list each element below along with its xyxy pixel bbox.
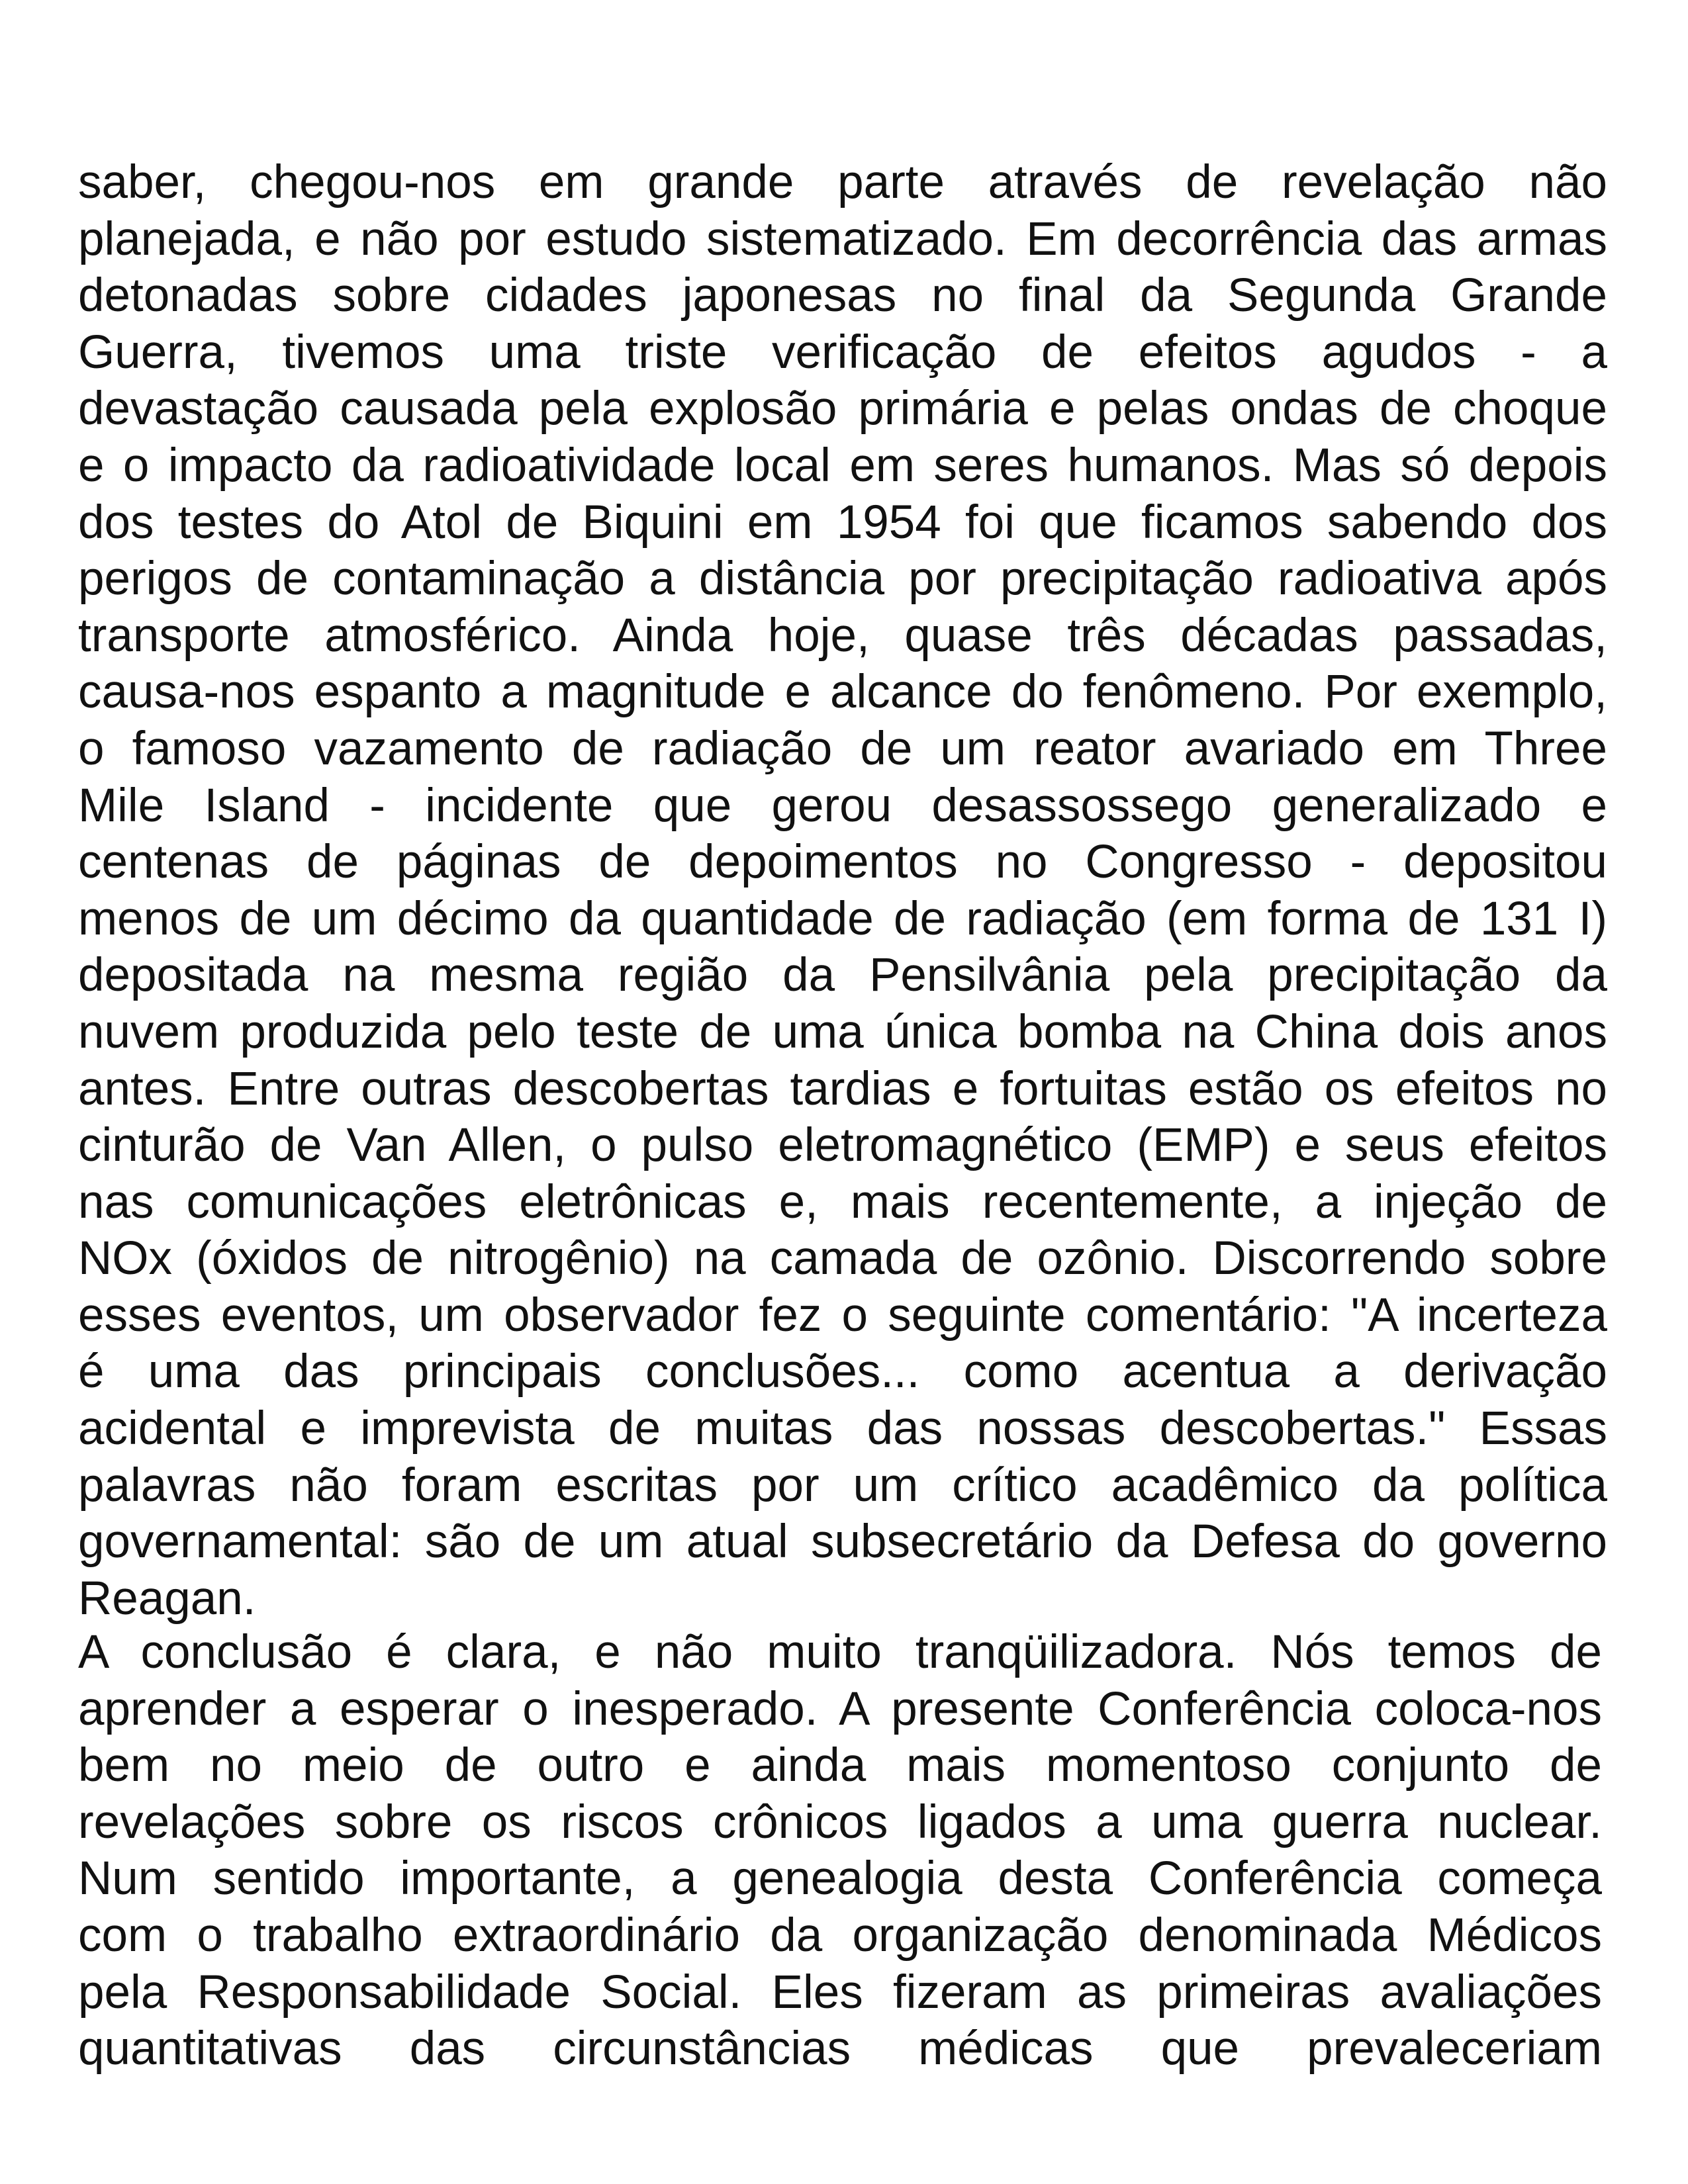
text-line: quantitativas das circunstâncias médicas que prevaleceriam (78, 2023, 1602, 2075)
text-line: NOx (óxidos de nitrogênio) na camada de ozônio. Discorrendo sobre (78, 1232, 1607, 1285)
text-line: Reagan. (78, 1572, 256, 1625)
text-line: transporte atmosférico. Ainda hoje, quase três décadas passadas, (78, 609, 1607, 662)
text-line: o famoso vazamento de radiação de um reator avariado em Three (78, 722, 1607, 775)
text-line: detonadas sobre cidades japonesas no final da Segunda Grande (78, 269, 1607, 322)
text-line: acidental e imprevista de muitas das nossas descobertas." Essas (78, 1402, 1607, 1455)
text-line: aprender a esperar o inesperado. A presente Conferência coloca-nos (78, 1682, 1602, 1735)
text-line: centenas de páginas de depoimentos no Congresso - depositou (78, 836, 1607, 889)
text-line: e o impacto da radioatividade local em seres humanos. Mas só depois (78, 439, 1607, 492)
text-line: planejada, e não por estudo sistematizado. Em decorrência das armas (78, 212, 1607, 265)
text-line: pela Responsabilidade Social. Eles fizeram as primeiras avaliações (78, 1966, 1602, 2019)
text-line: nuvem produzida pelo teste de uma única bomba na China dois anos (78, 1005, 1607, 1058)
text-line: Num sentido importante, a genealogia desta Conferência começa (78, 1852, 1602, 1905)
text-line: bem no meio de outro e ainda mais momentoso conjunto de (78, 1739, 1602, 1792)
text-line: governamental: são de um atual subsecretário da Defesa do governo (78, 1516, 1607, 1569)
text-line: causa-nos espanto a magnitude e alcance do fenômeno. Por exemplo, (78, 666, 1607, 719)
text-line: palavras não foram escritas por um crítico acadêmico da política (78, 1459, 1607, 1512)
text-line: A conclusão é clara, e não muito tranqüilizadora. Nós temos de (78, 1626, 1602, 1678)
text-line: antes. Entre outras descobertas tardias e fortuitas estão os efeitos no (78, 1062, 1607, 1115)
text-line: Guerra, tivemos uma triste verificação de efeitos agudos - a (78, 326, 1607, 379)
text-line: nas comunicações eletrônicas e, mais recentemente, a injeção de (78, 1175, 1607, 1228)
text-line: dos testes do Atol de Biquini em 1954 foi que ficamos sabendo dos (78, 496, 1607, 549)
text-line: com o trabalho extraordinário da organização denominada Médicos (78, 1909, 1602, 1962)
text-line: Mile Island - incidente que gerou desassossego generalizado e (78, 779, 1607, 832)
text-line: perigos de contaminação a distância por precipitação radioativa após (78, 553, 1607, 606)
text-line: é uma das principais conclusões... como acentua a derivação (78, 1345, 1607, 1398)
text-line: revelações sobre os riscos crônicos ligados a uma guerra nuclear. (78, 1796, 1602, 1848)
paragraph-1 (78, 154, 1607, 1627)
paragraph-2 (78, 1624, 1602, 2077)
text-line: esses eventos, um observador fez o seguinte comentário: "A incerteza (78, 1289, 1607, 1342)
text-line: saber, chegou-nos em grande parte através de revelação não (78, 156, 1607, 208)
text-line: devastação causada pela explosão primária e pelas ondas de choque (78, 383, 1607, 435)
text-line: menos de um décimo da quantidade de radiação (em forma de 131 I) (78, 892, 1607, 945)
text-line: depositada na mesma região da Pensilvânia pela precipitação da (78, 949, 1607, 1002)
text-line: cinturão de Van Allen, o pulso eletromagnético (EMP) e seus efeitos (78, 1119, 1607, 1172)
